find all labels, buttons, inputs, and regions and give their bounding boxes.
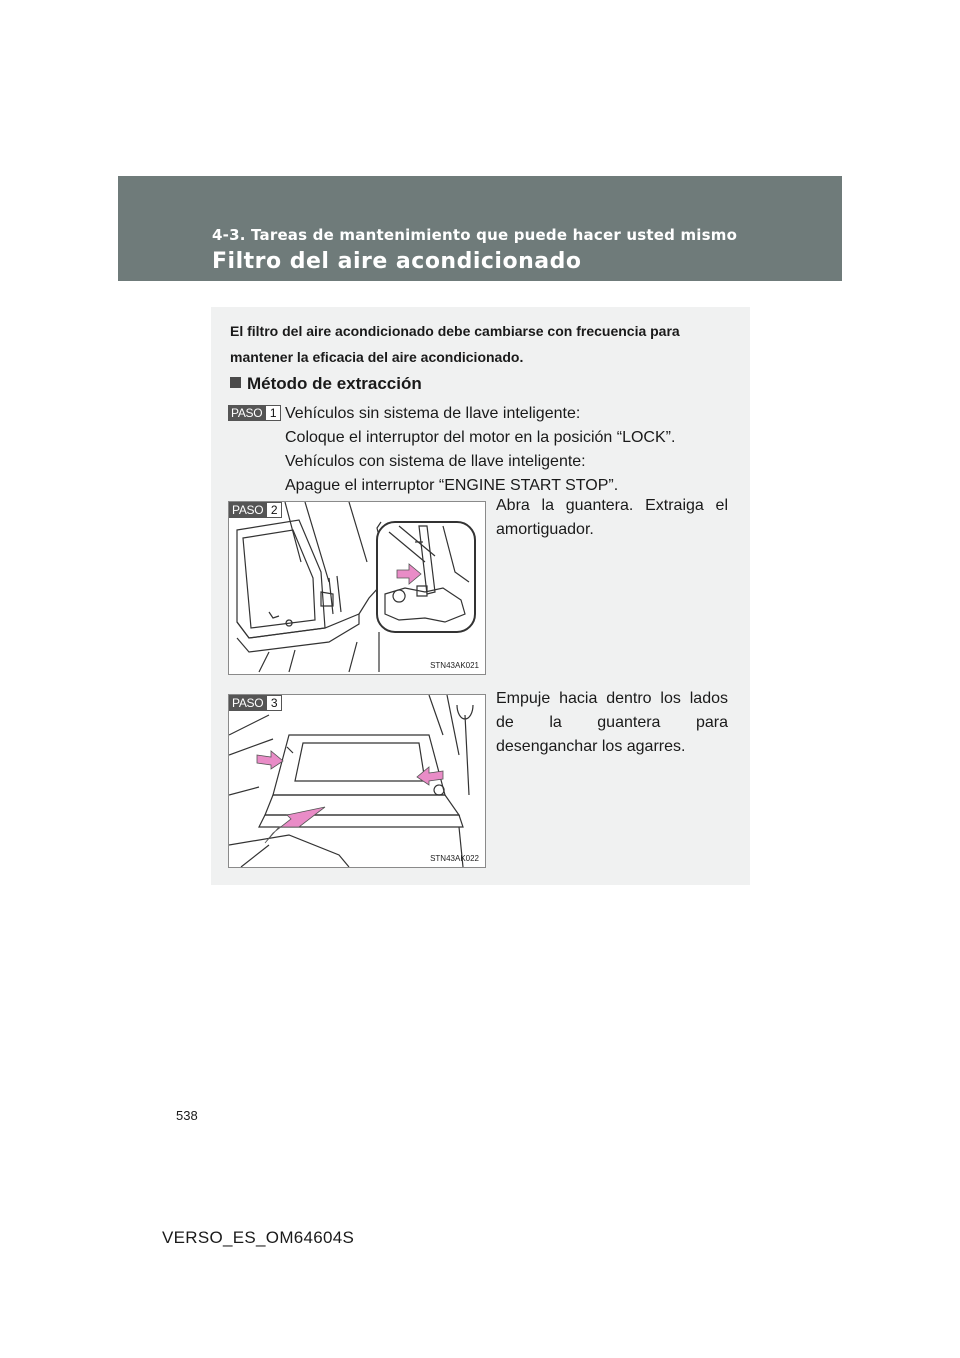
right-push-arrow-icon bbox=[417, 767, 443, 785]
glovebox-release-drawing bbox=[229, 695, 485, 867]
intro-line-2: mantener la eficacia del aire acondicionado. bbox=[230, 349, 524, 365]
left-push-arrow-icon bbox=[257, 751, 283, 769]
step-3-badge-number: 3 bbox=[266, 695, 282, 711]
subheading-text: Método de extracción bbox=[247, 374, 422, 393]
step-2-badge bbox=[229, 502, 282, 518]
intro-line-1: El filtro del aire acondicionado debe cambiarse con frecuencia para bbox=[230, 323, 680, 339]
step-1-line-3: Vehículos con sistema de llave inteligente: bbox=[285, 453, 586, 470]
step-1-badge bbox=[228, 405, 281, 421]
step-1-badge-label: PASO bbox=[228, 405, 265, 421]
step-2-illustration bbox=[228, 501, 486, 675]
step-1-line-1: Vehículos sin sistema de llave inteligente: bbox=[285, 405, 581, 422]
step-1-text bbox=[285, 402, 675, 498]
page-number: 538 bbox=[176, 1108, 198, 1123]
page-title: Filtro del aire acondicionado bbox=[212, 249, 582, 274]
section-title: 4-3. Tareas de mantenimiento que puede hacer usted mismo bbox=[212, 226, 738, 244]
glovebox-damper-drawing bbox=[229, 502, 485, 674]
step-2-figure-code: STN43AK021 bbox=[430, 661, 479, 670]
step-1-line-4: Apague el interruptor “ENGINE START STOP”. bbox=[285, 477, 619, 494]
step-2-badge-number: 2 bbox=[266, 502, 282, 518]
subheading bbox=[230, 374, 422, 394]
intro-text bbox=[230, 318, 728, 370]
step-1-line-2: Coloque el interruptor del motor en la posición “LOCK”. bbox=[285, 429, 676, 446]
page-header bbox=[118, 176, 842, 281]
step-1-badge-number: 1 bbox=[265, 405, 281, 421]
document-code: VERSO_ES_OM64604S bbox=[162, 1228, 355, 1247]
step-3-badge-label: PASO bbox=[229, 695, 266, 711]
step-2-text: Abra la guantera. Extraiga el amortiguador. bbox=[496, 497, 728, 538]
step-2-badge-label: PASO bbox=[229, 502, 266, 518]
step-3-illustration bbox=[228, 694, 486, 868]
step-3-badge bbox=[229, 695, 282, 711]
square-bullet-icon bbox=[230, 377, 241, 388]
step-3-text: Empuje hacia dentro los lados de la guantera para desenganchar los agarres. bbox=[496, 690, 728, 755]
step-3-figure-code: STN43AK022 bbox=[430, 854, 479, 863]
